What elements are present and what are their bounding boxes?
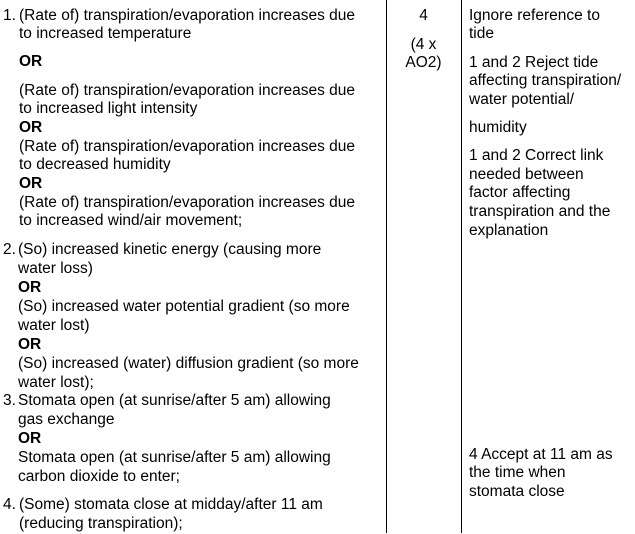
answer-line: to increased temperature (19, 25, 192, 42)
answer-line: water loss) (18, 260, 93, 277)
or-label: OR (19, 175, 43, 192)
answer-line: (Rate of) transpiration/evaporation increases due (19, 7, 356, 24)
answer-line: (Rate of) transpiration/evaporation increases due (19, 138, 356, 155)
answer-line: to increased wind/air movement; (19, 212, 243, 229)
answer-line: water lost) (18, 317, 90, 334)
answer-line: (So) increased water potential gradient (so more (18, 298, 350, 315)
answer-line: water lost); (18, 374, 94, 391)
guidance-line: the time when (469, 464, 566, 481)
point-number: 3. (3, 392, 16, 409)
point-number: 4. (3, 496, 16, 513)
guidance-line: 4 Accept at 11 am as (469, 446, 613, 463)
answer-line: (So) increased (water) diffusion gradient (so more (18, 355, 359, 372)
answer-line: (Some) stomata close at midday/after 11 am (19, 496, 323, 513)
answer-line: Stomata open (at sunrise/after 5 am) allowing (18, 449, 331, 466)
guidance-line: factor affecting (469, 184, 571, 201)
answer-line: to decreased humidity (19, 156, 171, 173)
marks-value: 4 (419, 7, 428, 24)
guidance-line: needed between (469, 166, 584, 183)
answer-line: (Rate of) transpiration/evaporation increases due (19, 82, 356, 99)
guidance-line: 1 and 2 Reject tide (469, 54, 599, 71)
answer-line: to increased light intensity (19, 100, 198, 117)
guidance-line: water potential/ (469, 91, 575, 108)
guidance-line: explanation (469, 222, 549, 239)
answer-line: gas exchange (18, 411, 115, 428)
guidance-line: Ignore reference to (469, 7, 600, 24)
point-number: 1. (3, 7, 16, 24)
table-divider-right (461, 0, 462, 533)
or-label: OR (19, 119, 43, 136)
answer-line: (So) increased kinetic energy (causing more (18, 241, 322, 258)
answer-line: Stomata open (at sunrise/after 5 am) allowing (18, 392, 331, 409)
or-label: OR (19, 53, 43, 70)
guidance-line: 1 and 2 Correct link (469, 147, 604, 164)
answer-line: (reducing transpiration); (19, 515, 183, 532)
guidance-line: transpiration and the (469, 203, 611, 220)
guidance-line: humidity (469, 119, 527, 136)
answer-line: (Rate of) transpiration/evaporation increases due (19, 194, 356, 211)
assessment-objective: AO2) (405, 54, 442, 71)
or-label: OR (18, 279, 42, 296)
or-label: OR (18, 430, 42, 447)
assessment-objective: (4 x (410, 36, 437, 53)
guidance-line: affecting transpiration/ (469, 72, 622, 89)
guidance-line: stomata close (469, 483, 565, 500)
or-label: OR (18, 336, 42, 353)
answer-line: carbon dioxide to enter; (18, 468, 180, 485)
point-number: 2. (3, 241, 16, 258)
guidance-line: tide (469, 25, 494, 42)
table-divider-left (386, 0, 387, 533)
